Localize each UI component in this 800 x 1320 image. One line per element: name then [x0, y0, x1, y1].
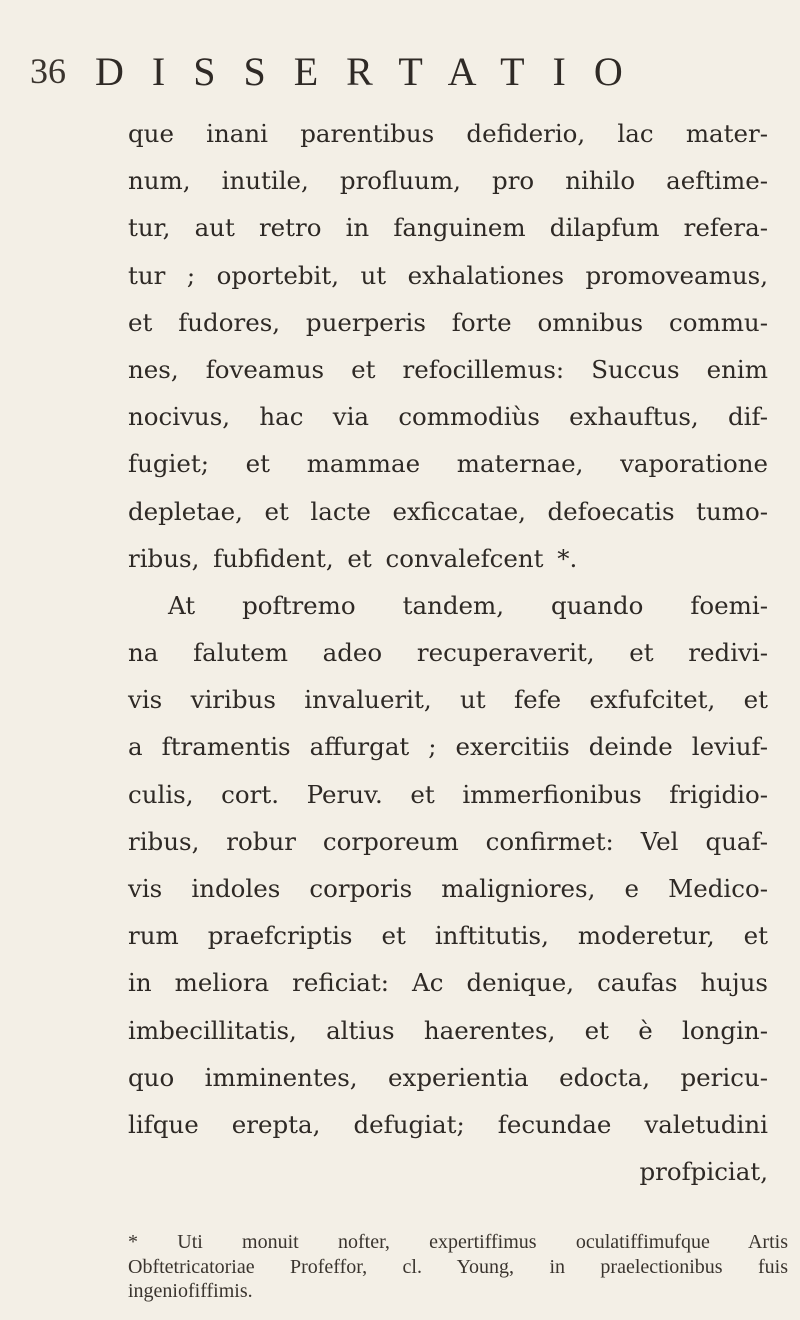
text-line: na falutem adeo recuperaverit, et redivi-: [128, 638, 768, 668]
text-line: nes, foveamus et refocillemus: Succus enim: [128, 354, 768, 384]
text-line: num, inutile, profluum, pro nihilo aeftime-: [128, 166, 768, 196]
text-line: fugiet; et mammae maternae, vaporatione: [128, 449, 768, 479]
page-number: 36: [30, 51, 66, 91]
text-line: culis, cort. Peruv. et immerfionibus frigidio-: [128, 779, 768, 809]
text-line: a ftramentis affurgat ; exercitiis deinde leviuf-: [128, 732, 768, 762]
main-text: [128, 110, 768, 1195]
text-line: lifque erepta, defugiat; fecundae valetudini: [128, 1109, 768, 1139]
text-line: depletae, et lacte exficcatae, defoecatis tumo-: [128, 496, 768, 526]
text-line: ribus, fubfident, et convalefcent *.: [128, 543, 578, 573]
text-line: et fudores, puerperis forte omnibus commu-: [128, 307, 768, 337]
footnote-line: ingeniofiffimis.: [128, 1280, 253, 1302]
text-line: imbecillitatis, altius haerentes, et è longin-: [128, 1015, 768, 1045]
text-line: tur ; oportebit, ut exhalationes promoveamus,: [128, 260, 768, 290]
text-line: in meliora reficiat: Ac denique, caufas hujus: [128, 968, 768, 998]
footnote-line: Obftetricatoriae Profeffor, cl. Young, in praelectionibus fuis: [128, 1255, 788, 1278]
footnote-line: * Uti monuit nofter, expertiffimus oculatiffimufque Artis: [128, 1231, 788, 1253]
text-line: vis indoles corporis maligniores, e Medico-: [128, 874, 768, 903]
text-line: profpiciat,: [639, 1157, 768, 1187]
text-line: nocivus, hac via commodiùs exhauftus, dif-: [128, 402, 768, 432]
footnote: [128, 1230, 788, 1304]
running-head: [0, 48, 800, 98]
text-line: vis viribus invaluerit, ut fefe exfufcitet, et: [128, 685, 768, 715]
text-line: rum praefcriptis et inftitutis, moderetur, et: [128, 921, 768, 951]
text-line: ribus, robur corporeum confirmet: Vel quaf-: [128, 826, 768, 856]
text-line: tur, aut retro in fanguinem dilapfum refera-: [128, 213, 768, 243]
text-line: quo imminentes, experientia edocta, pericu-: [128, 1062, 768, 1092]
text-line: que inani parentibus defiderio, lac mater-: [128, 119, 768, 148]
running-title: DISSERTATIO: [95, 49, 651, 94]
text-line: At poftremo tandem, quando foemi-: [168, 590, 768, 620]
